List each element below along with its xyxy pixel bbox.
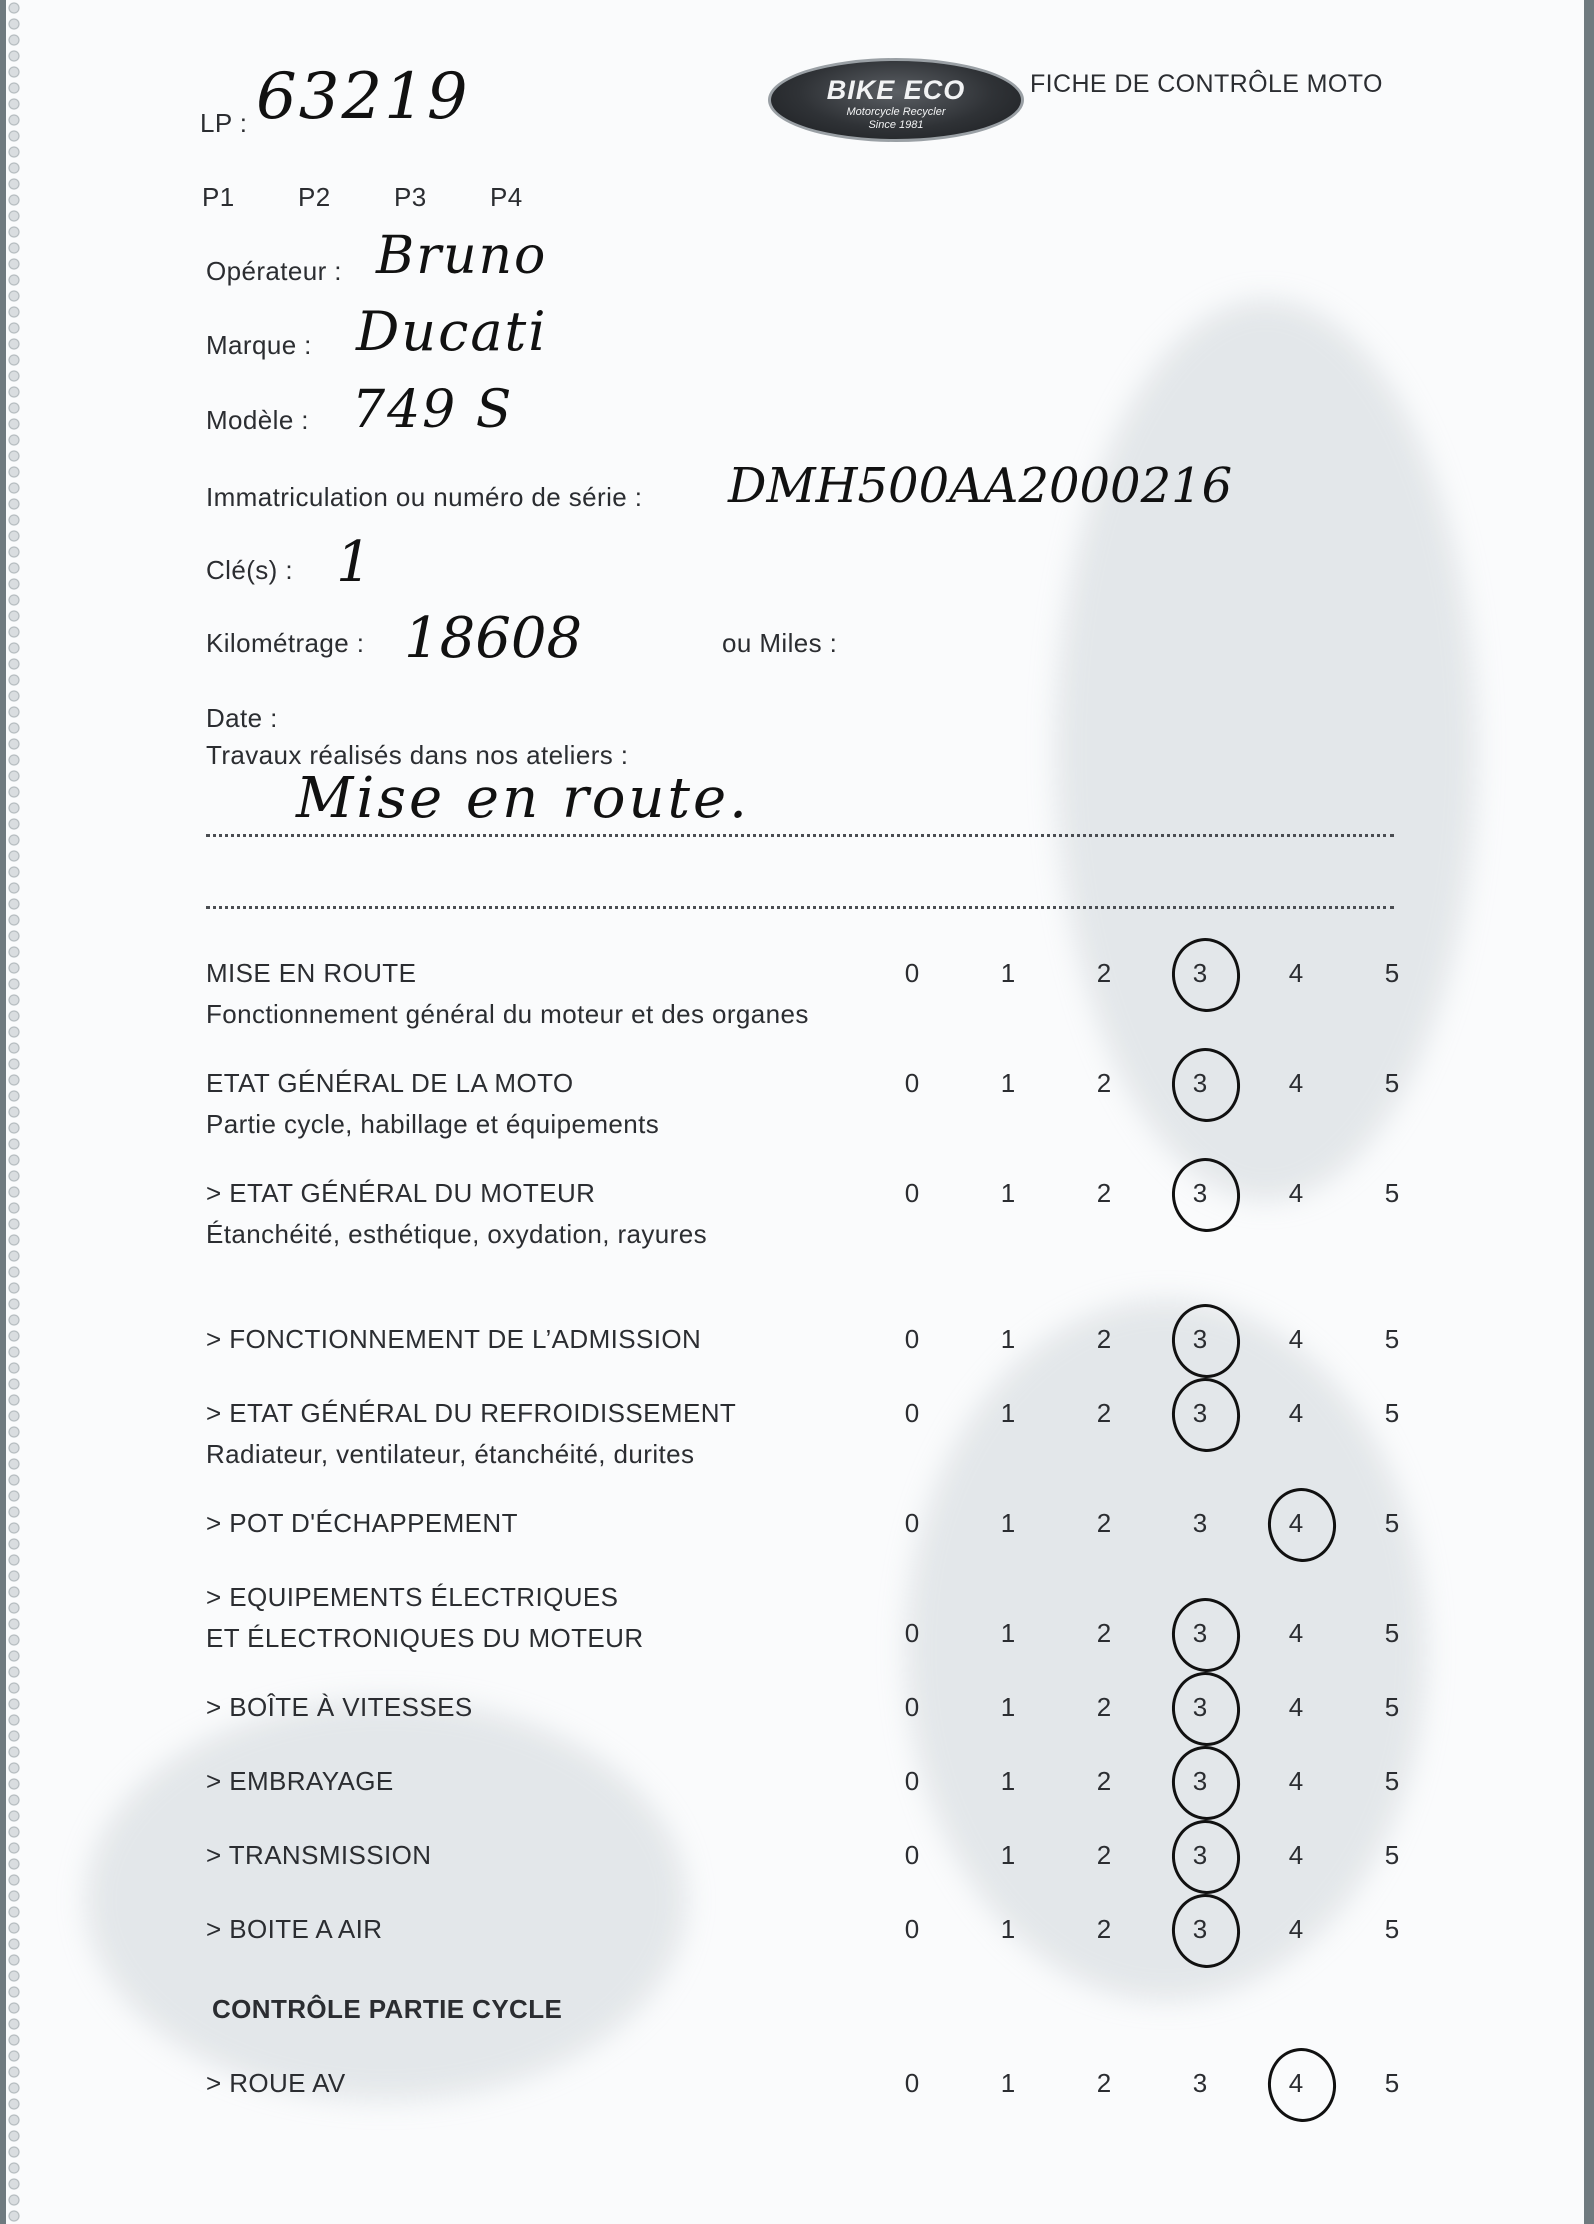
km-value: 18608 <box>404 606 583 671</box>
score-option[interactable]: 2 <box>1096 1618 1112 1648</box>
item-title: > EQUIPEMENTS ÉLECTRIQUES <box>206 1582 619 1612</box>
score-circled[interactable]: 3 <box>1170 1398 1230 1429</box>
background-shadow <box>86 1700 686 2100</box>
dotted-line <box>206 834 1394 837</box>
p1-label: P1 <box>202 182 235 212</box>
score-option[interactable]: 0 <box>904 958 920 988</box>
lp-value: 63219 <box>256 60 470 134</box>
score-option[interactable]: 2 <box>1096 1398 1112 1428</box>
score-circled[interactable]: 3 <box>1170 1766 1230 1797</box>
score-option[interactable]: 5 <box>1384 1324 1400 1354</box>
score-option[interactable]: 2 <box>1096 1692 1112 1722</box>
modele-value: 749 S <box>352 380 514 440</box>
score-option[interactable]: 5 <box>1384 1178 1400 1208</box>
score-circled[interactable]: 3 <box>1170 1324 1230 1355</box>
p4-label: P4 <box>490 182 523 212</box>
score-circled[interactable]: 3 <box>1170 958 1230 989</box>
item-title: > ETAT GÉNÉRAL DU REFROIDISSEMENT <box>206 1398 737 1428</box>
score-circled[interactable]: 3 <box>1170 1914 1230 1945</box>
item-subtitle: Radiateur, ventilateur, étanchéité, durites <box>206 1439 695 1469</box>
item-subtitle: Fonctionnement général du moteur et des organes <box>206 999 809 1029</box>
section-heading-cycle <box>212 1994 1412 2025</box>
item-title: MISE EN ROUTE <box>206 958 417 988</box>
score-option[interactable]: 0 <box>904 1178 920 1208</box>
miles-label: ou Miles : <box>722 628 838 658</box>
score-option[interactable]: 1 <box>1000 2068 1016 2098</box>
section-title: CONTRÔLE PARTIE CYCLE <box>212 1994 563 2024</box>
score-option[interactable]: 4 <box>1288 1914 1304 1944</box>
travaux-label: Travaux réalisés dans nos ateliers : <box>206 740 629 770</box>
control-sheet-page <box>6 0 1584 2224</box>
score-option[interactable]: 1 <box>1000 1914 1016 1944</box>
km-label: Kilométrage : <box>206 628 365 658</box>
score-circled[interactable]: 4 <box>1266 1508 1326 1539</box>
score-option[interactable]: 5 <box>1384 2068 1400 2098</box>
score-option[interactable]: 1 <box>1000 1324 1016 1354</box>
p2-label: P2 <box>298 182 331 212</box>
score-option[interactable]: 0 <box>904 1324 920 1354</box>
modele-label: Modèle : <box>206 405 309 435</box>
score-option[interactable]: 0 <box>904 1068 920 1098</box>
score-option[interactable]: 3 <box>1192 1508 1208 1538</box>
immat-value: DMH500AA2000216 <box>728 458 1233 514</box>
score-option[interactable]: 4 <box>1288 1068 1304 1098</box>
score-option[interactable]: 1 <box>1000 1398 1016 1428</box>
date-label: Date : <box>206 703 278 733</box>
score-option[interactable]: 1 <box>1000 1068 1016 1098</box>
score-option[interactable]: 2 <box>1096 2068 1112 2098</box>
item-title: > BOÎTE À VITESSES <box>206 1692 473 1722</box>
score-option[interactable]: 5 <box>1384 1618 1400 1648</box>
score-option[interactable]: 5 <box>1384 1914 1400 1944</box>
score-option[interactable]: 5 <box>1384 1840 1400 1870</box>
score-option[interactable]: 0 <box>904 1618 920 1648</box>
score-option[interactable]: 0 <box>904 2068 920 2098</box>
binding-edge <box>6 0 22 2224</box>
score-option[interactable]: 1 <box>1000 1840 1016 1870</box>
score-circled[interactable]: 3 <box>1170 1178 1230 1209</box>
score-option[interactable]: 2 <box>1096 1840 1112 1870</box>
score-option[interactable]: 0 <box>904 1766 920 1796</box>
score-option[interactable]: 1 <box>1000 1618 1016 1648</box>
cles-value: 1 <box>336 530 374 595</box>
operateur-label: Opérateur : <box>206 256 342 286</box>
score-option[interactable]: 0 <box>904 1508 920 1538</box>
score-option[interactable]: 4 <box>1288 1618 1304 1648</box>
score-option[interactable]: 4 <box>1288 1840 1304 1870</box>
item-title: > POT D'ÉCHAPPEMENT <box>206 1508 518 1538</box>
lp-label: LP : <box>200 108 248 138</box>
score-option[interactable]: 0 <box>904 1840 920 1870</box>
travaux-value: Mise en route. <box>296 766 750 831</box>
score-option[interactable]: 0 <box>904 1914 920 1944</box>
form-title: FICHE DE CONTRÔLE MOTO <box>1030 70 1383 98</box>
score-option[interactable]: 2 <box>1096 1324 1112 1354</box>
score-option[interactable]: 5 <box>1384 1398 1400 1428</box>
operateur-value: Bruno <box>376 226 548 286</box>
cles-label: Clé(s) : <box>206 555 293 585</box>
marque-value: Ducati <box>356 300 548 363</box>
item-title: > TRANSMISSION <box>206 1840 432 1870</box>
score-option[interactable]: 1 <box>1000 1178 1016 1208</box>
score-option[interactable]: 0 <box>904 1692 920 1722</box>
score-circled[interactable]: 3 <box>1170 1840 1230 1871</box>
score-option[interactable]: 0 <box>904 1398 920 1428</box>
score-option[interactable]: 3 <box>1192 2068 1208 2098</box>
score-option[interactable]: 4 <box>1288 1766 1304 1796</box>
score-option[interactable]: 4 <box>1288 1324 1304 1354</box>
score-option[interactable]: 2 <box>1096 1766 1112 1796</box>
immat-label: Immatriculation ou numéro de série : <box>206 482 643 512</box>
score-circled[interactable]: 3 <box>1170 1618 1230 1649</box>
item-title: > EMBRAYAGE <box>206 1766 394 1796</box>
score-option[interactable]: 2 <box>1096 1068 1112 1098</box>
item-subtitle: Partie cycle, habillage et équipements <box>206 1109 660 1139</box>
score-circled[interactable]: 3 <box>1170 1068 1230 1099</box>
score-option[interactable]: 5 <box>1384 1068 1400 1098</box>
score-option[interactable]: 2 <box>1096 1914 1112 1944</box>
item-title: > ROUE AV <box>206 2068 346 2098</box>
score-option[interactable]: 4 <box>1288 958 1304 988</box>
score-option[interactable]: 1 <box>1000 1766 1016 1796</box>
score-option[interactable]: 2 <box>1096 1178 1112 1208</box>
background-shadow <box>1056 300 1476 1200</box>
item-subtitle: ET ÉLECTRONIQUES DU MOTEUR <box>206 1623 644 1653</box>
marque-label: Marque : <box>206 330 312 360</box>
score-option[interactable]: 5 <box>1384 958 1400 988</box>
score-option[interactable]: 5 <box>1384 1692 1400 1722</box>
score-option[interactable]: 5 <box>1384 1508 1400 1538</box>
item-title: > ETAT GÉNÉRAL DU MOTEUR <box>206 1178 596 1208</box>
score-option[interactable]: 1 <box>1000 1508 1016 1538</box>
item-title: > FONCTIONNEMENT DE L’ADMISSION <box>206 1324 702 1354</box>
dotted-line <box>206 906 1394 909</box>
score-option[interactable]: 4 <box>1288 1692 1304 1722</box>
score-option[interactable]: 4 <box>1288 1398 1304 1428</box>
score-option[interactable]: 4 <box>1288 1178 1304 1208</box>
item-subtitle: Étanchéité, esthétique, oxydation, rayures <box>206 1219 707 1249</box>
p3-label: P3 <box>394 182 427 212</box>
score-option[interactable]: 1 <box>1000 1692 1016 1722</box>
score-circled[interactable]: 4 <box>1266 2068 1326 2099</box>
score-option[interactable]: 2 <box>1096 1508 1112 1538</box>
item-title: ETAT GÉNÉRAL DE LA MOTO <box>206 1068 574 1098</box>
item-title: > BOITE A AIR <box>206 1914 383 1944</box>
score-circled[interactable]: 3 <box>1170 1692 1230 1723</box>
score-option[interactable]: 5 <box>1384 1766 1400 1796</box>
score-option[interactable]: 1 <box>1000 958 1016 988</box>
score-option[interactable]: 2 <box>1096 958 1112 988</box>
bike-eco-logo: BIKE ECO Motorcycle Recycler Since 1981 <box>768 58 1024 142</box>
